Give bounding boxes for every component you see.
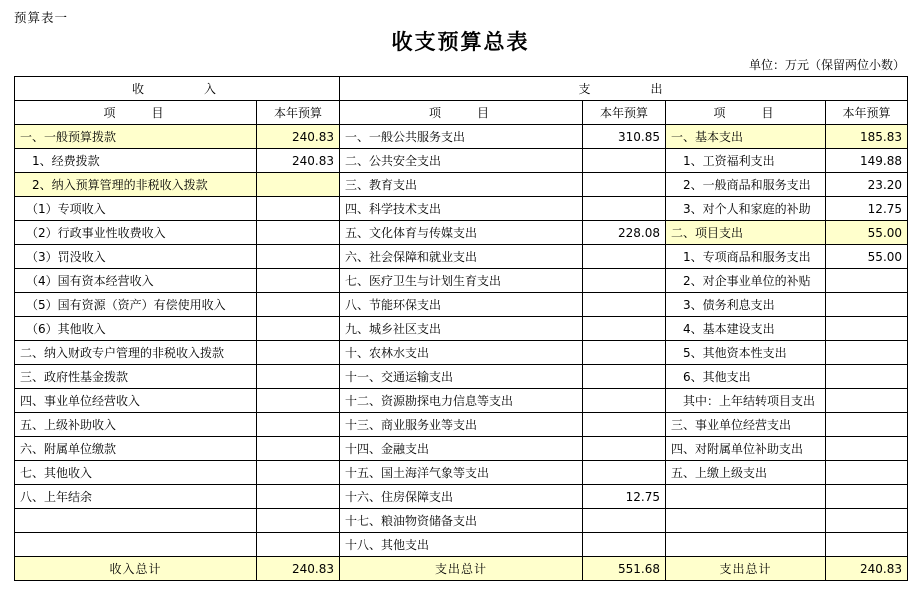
expense-econ-value bbox=[826, 437, 908, 461]
table-row bbox=[15, 173, 908, 197]
expense-func-value bbox=[583, 533, 666, 557]
expense-func-item: 九、城乡社区支出 bbox=[340, 317, 583, 341]
income-group-header: 收 入 bbox=[15, 77, 340, 101]
table-row bbox=[15, 461, 908, 485]
income-item: 三、政府性基金拨款 bbox=[15, 365, 257, 389]
expense-func-item: 十五、国土海洋气象等支出 bbox=[340, 461, 583, 485]
income-value bbox=[257, 341, 340, 365]
table-row bbox=[15, 269, 908, 293]
expense-func-value: 310.85 bbox=[583, 125, 666, 149]
income-item: （3）罚没收入 bbox=[15, 245, 257, 269]
income-item: 七、其他收入 bbox=[15, 461, 257, 485]
income-value bbox=[257, 293, 340, 317]
expense-econ-value bbox=[826, 413, 908, 437]
expense-func-item: 八、节能环保支出 bbox=[340, 293, 583, 317]
expense-func-item: 十二、资源勘探电力信息等支出 bbox=[340, 389, 583, 413]
income-item: 2、纳入预算管理的非税收入拨款 bbox=[15, 173, 257, 197]
expense-econ-value bbox=[826, 389, 908, 413]
expense-func-item: 二、公共安全支出 bbox=[340, 149, 583, 173]
table-column-header-row bbox=[15, 101, 908, 125]
table-row bbox=[15, 389, 908, 413]
expense-econ-item: 1、专项商品和服务支出 bbox=[666, 245, 826, 269]
income-value bbox=[257, 509, 340, 533]
table-row bbox=[15, 365, 908, 389]
expense-func-value bbox=[583, 413, 666, 437]
income-total-label: 收入总计 bbox=[15, 557, 257, 581]
table-row bbox=[15, 221, 908, 245]
expense-func-item: 六、社会保障和就业支出 bbox=[340, 245, 583, 269]
table-row bbox=[15, 125, 908, 149]
expense-func-value bbox=[583, 461, 666, 485]
expense-econ-value bbox=[826, 533, 908, 557]
expense-econ-item: 三、事业单位经营支出 bbox=[666, 413, 826, 437]
expense-econ-item: 1、工资福利支出 bbox=[666, 149, 826, 173]
expense-econ-value: 23.20 bbox=[826, 173, 908, 197]
expense-func-item: 四、科学技术支出 bbox=[340, 197, 583, 221]
income-item-header: 项 目 bbox=[15, 101, 257, 125]
expense-econ-value: 55.00 bbox=[826, 245, 908, 269]
income-value bbox=[257, 461, 340, 485]
expense-econ-item: 5、其他资本性支出 bbox=[666, 341, 826, 365]
income-value bbox=[257, 197, 340, 221]
expense-econ-value: 55.00 bbox=[826, 221, 908, 245]
income-value bbox=[257, 437, 340, 461]
expense-func-item: 十、农林水支出 bbox=[340, 341, 583, 365]
expense-econ-item: 二、项目支出 bbox=[666, 221, 826, 245]
expense-func-item: 三、教育支出 bbox=[340, 173, 583, 197]
income-item: 五、上级补助收入 bbox=[15, 413, 257, 437]
expense-func-value: 12.75 bbox=[583, 485, 666, 509]
expense-econ-item: 其中：上年结转项目支出 bbox=[666, 389, 826, 413]
expense-group-header: 支 出 bbox=[340, 77, 908, 101]
expense-econ-total-label: 支出总计 bbox=[666, 557, 826, 581]
income-item: 八、上年结余 bbox=[15, 485, 257, 509]
income-value bbox=[257, 365, 340, 389]
expense-func-item: 十一、交通运输支出 bbox=[340, 365, 583, 389]
document-label: 预算表一 bbox=[14, 10, 69, 25]
income-value bbox=[257, 269, 340, 293]
expense-func-value bbox=[583, 437, 666, 461]
page-title: 收支预算总表 bbox=[391, 30, 530, 54]
income-item: （1）专项收入 bbox=[15, 197, 257, 221]
expense-econ-item: 3、债务利息支出 bbox=[666, 293, 826, 317]
expense-func-budget-header: 本年预算 bbox=[583, 101, 666, 125]
table-row bbox=[15, 437, 908, 461]
income-item: 六、附属单位缴款 bbox=[15, 437, 257, 461]
income-value bbox=[257, 245, 340, 269]
expense-func-item-header: 项 目 bbox=[340, 101, 583, 125]
table-totals-row bbox=[15, 557, 908, 581]
expense-econ-value bbox=[826, 317, 908, 341]
expense-func-item: 十七、粮油物资储备支出 bbox=[340, 509, 583, 533]
expense-econ-value: 185.83 bbox=[826, 125, 908, 149]
income-item bbox=[15, 533, 257, 557]
expense-func-total-label: 支出总计 bbox=[340, 557, 583, 581]
unit-note: 单位：万元（保留两位小数） bbox=[748, 58, 905, 72]
expense-econ-item: 3、对个人和家庭的补助 bbox=[666, 197, 826, 221]
table-row bbox=[15, 509, 908, 533]
table-row bbox=[15, 341, 908, 365]
expense-econ-item bbox=[666, 509, 826, 533]
expense-econ-item: 一、基本支出 bbox=[666, 125, 826, 149]
income-value bbox=[257, 389, 340, 413]
income-value bbox=[257, 221, 340, 245]
table-row bbox=[15, 197, 908, 221]
income-item: 四、事业单位经营收入 bbox=[15, 389, 257, 413]
income-item: 1、经费拨款 bbox=[15, 149, 257, 173]
table-row bbox=[15, 293, 908, 317]
expense-func-value bbox=[583, 197, 666, 221]
expense-econ-value: 12.75 bbox=[826, 197, 908, 221]
expense-econ-item: 五、上缴上级支出 bbox=[666, 461, 826, 485]
expense-func-value bbox=[583, 173, 666, 197]
income-item bbox=[15, 509, 257, 533]
expense-func-item: 十四、金融支出 bbox=[340, 437, 583, 461]
expense-func-value bbox=[583, 269, 666, 293]
expense-func-value bbox=[583, 317, 666, 341]
expense-econ-item: 6、其他支出 bbox=[666, 365, 826, 389]
income-value bbox=[257, 317, 340, 341]
expense-func-item: 十三、商业服务业等支出 bbox=[340, 413, 583, 437]
expense-func-value: 228.08 bbox=[583, 221, 666, 245]
expense-func-value bbox=[583, 293, 666, 317]
expense-econ-item bbox=[666, 533, 826, 557]
income-value: 240.83 bbox=[257, 125, 340, 149]
income-total-value: 240.83 bbox=[257, 557, 340, 581]
expense-econ-item: 4、基本建设支出 bbox=[666, 317, 826, 341]
expense-func-item: 五、文化体育与传媒支出 bbox=[340, 221, 583, 245]
income-value bbox=[257, 413, 340, 437]
income-value: 240.83 bbox=[257, 149, 340, 173]
table-row bbox=[15, 485, 908, 509]
income-item: （2）行政事业性收费收入 bbox=[15, 221, 257, 245]
table-row bbox=[15, 149, 908, 173]
expense-econ-item: 四、对附属单位补助支出 bbox=[666, 437, 826, 461]
expense-func-value bbox=[583, 149, 666, 173]
expense-econ-item: 2、对企事业单位的补贴 bbox=[666, 269, 826, 293]
expense-econ-value bbox=[826, 461, 908, 485]
expense-func-value bbox=[583, 245, 666, 269]
income-item: （6）其他收入 bbox=[15, 317, 257, 341]
expense-econ-item: 2、一般商品和服务支出 bbox=[666, 173, 826, 197]
table-row bbox=[15, 413, 908, 437]
table-group-header-row bbox=[15, 77, 908, 101]
expense-econ-value bbox=[826, 485, 908, 509]
income-value bbox=[257, 173, 340, 197]
income-value bbox=[257, 485, 340, 509]
expense-func-item: 一、一般公共服务支出 bbox=[340, 125, 583, 149]
expense-func-value bbox=[583, 389, 666, 413]
income-item: 一、一般预算拨款 bbox=[15, 125, 257, 149]
expense-econ-budget-header: 本年预算 bbox=[826, 101, 908, 125]
income-item: （4）国有资本经营收入 bbox=[15, 269, 257, 293]
expense-econ-value bbox=[826, 293, 908, 317]
expense-func-value bbox=[583, 341, 666, 365]
table-row bbox=[15, 533, 908, 557]
expense-econ-value bbox=[826, 341, 908, 365]
income-item: 二、纳入财政专户管理的非税收入拨款 bbox=[15, 341, 257, 365]
income-item: （5）国有资源（资产）有偿使用收入 bbox=[15, 293, 257, 317]
expense-func-value bbox=[583, 509, 666, 533]
table-row bbox=[15, 317, 908, 341]
expense-func-item: 十六、住房保障支出 bbox=[340, 485, 583, 509]
budget-table bbox=[14, 76, 908, 581]
income-value bbox=[257, 533, 340, 557]
expense-func-total-value: 551.68 bbox=[583, 557, 666, 581]
expense-func-item: 七、医疗卫生与计划生育支出 bbox=[340, 269, 583, 293]
expense-econ-total-value: 240.83 bbox=[826, 557, 908, 581]
table-row bbox=[15, 245, 908, 269]
expense-econ-value bbox=[826, 269, 908, 293]
expense-func-item: 十八、其他支出 bbox=[340, 533, 583, 557]
expense-econ-value bbox=[826, 365, 908, 389]
expense-func-value bbox=[583, 365, 666, 389]
expense-econ-value bbox=[826, 509, 908, 533]
income-budget-header: 本年预算 bbox=[257, 101, 340, 125]
expense-econ-item bbox=[666, 485, 826, 509]
expense-econ-value: 149.88 bbox=[826, 149, 908, 173]
expense-econ-item-header: 项 目 bbox=[666, 101, 826, 125]
